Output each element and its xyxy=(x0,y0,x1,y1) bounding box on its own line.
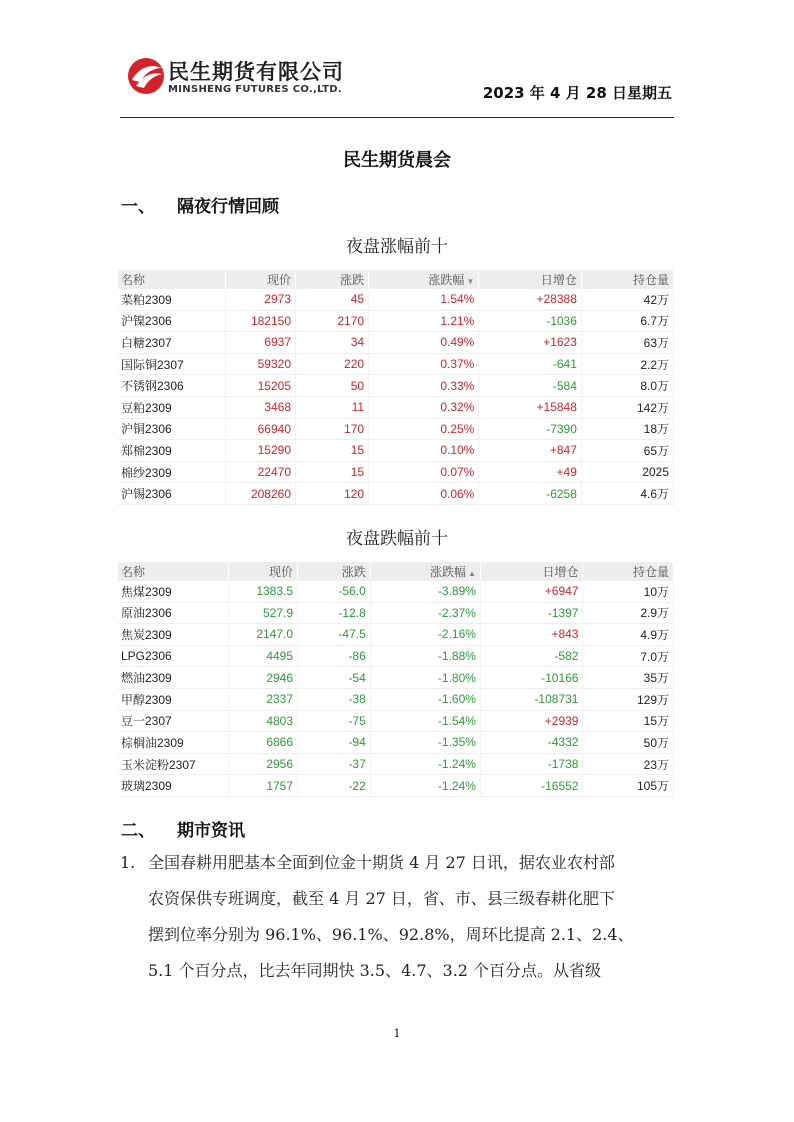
sort-indicator-icon: ▲ xyxy=(468,569,476,578)
section-heading-1 xyxy=(121,192,279,217)
news-item xyxy=(120,845,680,989)
table-caption-gainers: 夜盘涨幅前十 xyxy=(346,237,448,257)
page-number: 1 xyxy=(393,1027,401,1040)
table-row[interactable] xyxy=(118,461,674,483)
column-header[interactable]: 现价 xyxy=(229,562,298,581)
price-change: -86 xyxy=(298,645,371,667)
open-interest: 7.0万 xyxy=(583,645,674,667)
open-interest: 105万 xyxy=(583,775,674,797)
table-row[interactable] xyxy=(118,602,674,624)
column-header[interactable]: 涨跌 xyxy=(298,562,371,581)
daily-oi-change: +15848 xyxy=(479,396,582,418)
change-percent: -1.24% xyxy=(370,753,480,775)
open-interest: 18万 xyxy=(581,418,673,440)
price-change: 220 xyxy=(296,353,369,375)
daily-oi-change: -108731 xyxy=(480,688,583,710)
contract-name: 玻璃2309 xyxy=(118,775,229,797)
table-row[interactable] xyxy=(118,581,674,602)
contract-name: 沪铜2306 xyxy=(118,418,226,440)
contract-name: 国际铜2307 xyxy=(118,353,226,375)
price-change: -12.8 xyxy=(298,602,371,624)
table-row[interactable] xyxy=(118,289,674,310)
contract-name: 甲醇2309 xyxy=(118,688,229,710)
daily-oi-change: -4332 xyxy=(480,732,583,754)
table-row[interactable] xyxy=(118,332,674,354)
table-row[interactable] xyxy=(118,667,674,689)
open-interest: 129万 xyxy=(583,688,674,710)
contract-name: 燃油2309 xyxy=(118,667,229,689)
contract-name: 不锈钢2306 xyxy=(118,375,226,397)
company-logo xyxy=(126,56,366,100)
open-interest: 2.9万 xyxy=(583,602,674,624)
last-price: 6866 xyxy=(229,732,298,754)
column-header[interactable]: 名称 xyxy=(118,270,226,289)
column-header[interactable]: 现价 xyxy=(226,270,296,289)
open-interest: 50万 xyxy=(583,732,674,754)
contract-name: 沪镍2306 xyxy=(118,310,226,332)
document-title: 民生期货晨会 xyxy=(343,150,451,171)
table-row[interactable] xyxy=(118,418,674,440)
last-price: 66940 xyxy=(226,418,296,440)
price-change: 11 xyxy=(296,396,369,418)
last-price: 2956 xyxy=(229,753,298,775)
last-price: 2946 xyxy=(229,667,298,689)
daily-oi-change: -1397 xyxy=(480,602,583,624)
open-interest: 63万 xyxy=(581,332,673,354)
last-price: 2337 xyxy=(229,688,298,710)
minsheng-logo-icon xyxy=(126,56,166,96)
change-percent: 0.32% xyxy=(369,396,479,418)
table-header-row xyxy=(118,562,674,581)
open-interest: 10万 xyxy=(583,581,674,602)
open-interest: 65万 xyxy=(581,440,673,462)
daily-oi-change: +1623 xyxy=(479,332,582,354)
column-header[interactable]: 日增仓 xyxy=(480,562,583,581)
price-change: -38 xyxy=(298,688,371,710)
price-change: 45 xyxy=(296,289,369,310)
last-price: 4803 xyxy=(229,710,298,732)
table-row[interactable] xyxy=(118,353,674,375)
open-interest: 35万 xyxy=(583,667,674,689)
table-row[interactable] xyxy=(118,396,674,418)
table-row[interactable] xyxy=(118,710,674,732)
news-line: 摆到位率分别为 96.1%、96.1%、92.8%，周环比提高 2.1、2.4、 xyxy=(148,925,634,944)
contract-name: 菜粕2309 xyxy=(118,289,226,310)
company-name-cn: 民生期货有限公司 xyxy=(168,60,344,84)
last-price: 4495 xyxy=(229,645,298,667)
table-row[interactable] xyxy=(118,375,674,397)
last-price: 1757 xyxy=(229,775,298,797)
last-price: 59320 xyxy=(226,353,296,375)
price-change: -22 xyxy=(298,775,371,797)
company-name-en: MINSHENG FUTURES CO.,LTD. xyxy=(168,84,342,95)
table-row[interactable] xyxy=(118,688,674,710)
daily-oi-change: +843 xyxy=(480,624,583,646)
change-percent: -2.16% xyxy=(370,624,480,646)
change-percent: 0.49% xyxy=(369,332,479,354)
section-number: 二、 xyxy=(121,821,155,841)
night-gainers-table xyxy=(118,270,674,505)
last-price: 182150 xyxy=(226,310,296,332)
open-interest: 15万 xyxy=(583,710,674,732)
contract-name: 豆粕2309 xyxy=(118,396,226,418)
last-price: 1383.5 xyxy=(229,581,298,602)
change-percent: 0.37% xyxy=(369,353,479,375)
last-price: 15290 xyxy=(226,440,296,462)
change-percent: 0.25% xyxy=(369,418,479,440)
header-divider xyxy=(120,117,674,118)
column-header[interactable]: 涨跌幅 ▲ xyxy=(370,562,480,581)
price-change: 120 xyxy=(296,483,369,505)
open-interest: 8.0万 xyxy=(581,375,673,397)
change-percent: 0.10% xyxy=(369,440,479,462)
table-header-row xyxy=(118,270,674,289)
last-price: 2973 xyxy=(226,289,296,310)
price-change: 15 xyxy=(296,440,369,462)
last-price: 22470 xyxy=(226,461,296,483)
open-interest: 2.2万 xyxy=(581,353,673,375)
last-price: 6937 xyxy=(226,332,296,354)
contract-name: 棉纱2309 xyxy=(118,461,226,483)
section-title: 隔夜行情回顾 xyxy=(177,197,279,217)
daily-oi-change: -10166 xyxy=(480,667,583,689)
last-price: 3468 xyxy=(226,396,296,418)
last-price: 2147.0 xyxy=(229,624,298,646)
table-caption-losers: 夜盘跌幅前十 xyxy=(346,529,448,549)
change-percent: 1.21% xyxy=(369,310,479,332)
price-change: -94 xyxy=(298,732,371,754)
change-percent: -1.60% xyxy=(370,688,480,710)
daily-oi-change: -584 xyxy=(479,375,582,397)
change-percent: -1.24% xyxy=(370,775,480,797)
last-price: 527.9 xyxy=(229,602,298,624)
table-row[interactable] xyxy=(118,483,674,505)
column-header[interactable]: 日增仓 xyxy=(479,270,582,289)
table-row[interactable] xyxy=(118,732,674,754)
column-header[interactable]: 涨跌幅 ▼ xyxy=(369,270,479,289)
change-percent: 0.06% xyxy=(369,483,479,505)
price-change: 170 xyxy=(296,418,369,440)
contract-name: 焦炭2309 xyxy=(118,624,229,646)
daily-oi-change: +6947 xyxy=(480,581,583,602)
change-percent: -1.35% xyxy=(370,732,480,754)
price-change: 34 xyxy=(296,332,369,354)
daily-oi-change: -16552 xyxy=(480,775,583,797)
news-line: 农资保供专班调度，截至 4 月 27 日，省、市、县三级春耕化肥下 xyxy=(148,889,615,908)
price-change: 50 xyxy=(296,375,369,397)
contract-name: 白糖2307 xyxy=(118,332,226,354)
price-change: 2170 xyxy=(296,310,369,332)
daily-oi-change: +49 xyxy=(479,461,582,483)
open-interest: 2025 xyxy=(581,461,673,483)
open-interest: 142万 xyxy=(581,396,673,418)
price-change: -75 xyxy=(298,710,371,732)
daily-oi-change: -582 xyxy=(480,645,583,667)
open-interest: 42万 xyxy=(581,289,673,310)
daily-oi-change: +2939 xyxy=(480,710,583,732)
section-number: 一、 xyxy=(121,197,155,217)
news-index: 1. xyxy=(120,853,136,872)
price-change: -37 xyxy=(298,753,371,775)
table-row[interactable] xyxy=(118,753,674,775)
contract-name: 焦煤2309 xyxy=(118,581,229,602)
section-heading-2 xyxy=(121,816,245,841)
change-percent: 1.54% xyxy=(369,289,479,310)
contract-name: 棕榈油2309 xyxy=(118,732,229,754)
change-percent: -1.88% xyxy=(370,645,480,667)
daily-oi-change: -1738 xyxy=(480,753,583,775)
column-header[interactable]: 涨跌 xyxy=(296,270,369,289)
table-row[interactable] xyxy=(118,775,674,797)
open-interest: 4.6万 xyxy=(581,483,673,505)
price-change: 15 xyxy=(296,461,369,483)
daily-oi-change: -641 xyxy=(479,353,582,375)
price-change: -47.5 xyxy=(298,624,371,646)
daily-oi-change: -6258 xyxy=(479,483,582,505)
contract-name: 郑棉2309 xyxy=(118,440,226,462)
price-change: -54 xyxy=(298,667,371,689)
open-interest: 6.7万 xyxy=(581,310,673,332)
change-percent: -1.80% xyxy=(370,667,480,689)
contract-name: LPG2306 xyxy=(118,645,229,667)
table-row[interactable] xyxy=(118,440,674,462)
last-price: 15205 xyxy=(226,375,296,397)
daily-oi-change: -7390 xyxy=(479,418,582,440)
contract-name: 豆一2307 xyxy=(118,710,229,732)
change-percent: -3.89% xyxy=(370,581,480,602)
daily-oi-change: -1036 xyxy=(479,310,582,332)
sort-indicator-icon: ▼ xyxy=(466,277,475,286)
change-percent: 0.07% xyxy=(369,461,479,483)
night-losers-table xyxy=(118,562,674,797)
open-interest: 23万 xyxy=(583,753,674,775)
last-price: 208260 xyxy=(226,483,296,505)
contract-name: 原油2306 xyxy=(118,602,229,624)
daily-oi-change: +847 xyxy=(479,440,582,462)
change-percent: 0.33% xyxy=(369,375,479,397)
table-row[interactable] xyxy=(118,624,674,646)
report-date: 2023 年 4 月 28 日星期五 xyxy=(482,84,672,102)
open-interest: 4.9万 xyxy=(583,624,674,646)
change-percent: -1.54% xyxy=(370,710,480,732)
section-title: 期市资讯 xyxy=(177,821,245,841)
table-row[interactable] xyxy=(118,645,674,667)
column-header[interactable]: 持仓量 xyxy=(583,562,674,581)
contract-name: 沪锡2306 xyxy=(118,483,226,505)
news-line: 1. 全国春耕用肥基本全面到位金十期货 4 月 27 日讯，据农业农村部 xyxy=(120,845,680,881)
price-change: -56.0 xyxy=(298,581,371,602)
change-percent: -2.37% xyxy=(370,602,480,624)
column-header[interactable]: 持仓量 xyxy=(581,270,673,289)
contract-name: 玉米淀粉2307 xyxy=(118,753,229,775)
column-header[interactable]: 名称 xyxy=(118,562,229,581)
table-row[interactable] xyxy=(118,310,674,332)
news-line: 5.1 个百分点，比去年同期快 3.5、4.7、3.2 个百分点。从省级 xyxy=(148,961,602,980)
daily-oi-change: +28388 xyxy=(479,289,582,310)
